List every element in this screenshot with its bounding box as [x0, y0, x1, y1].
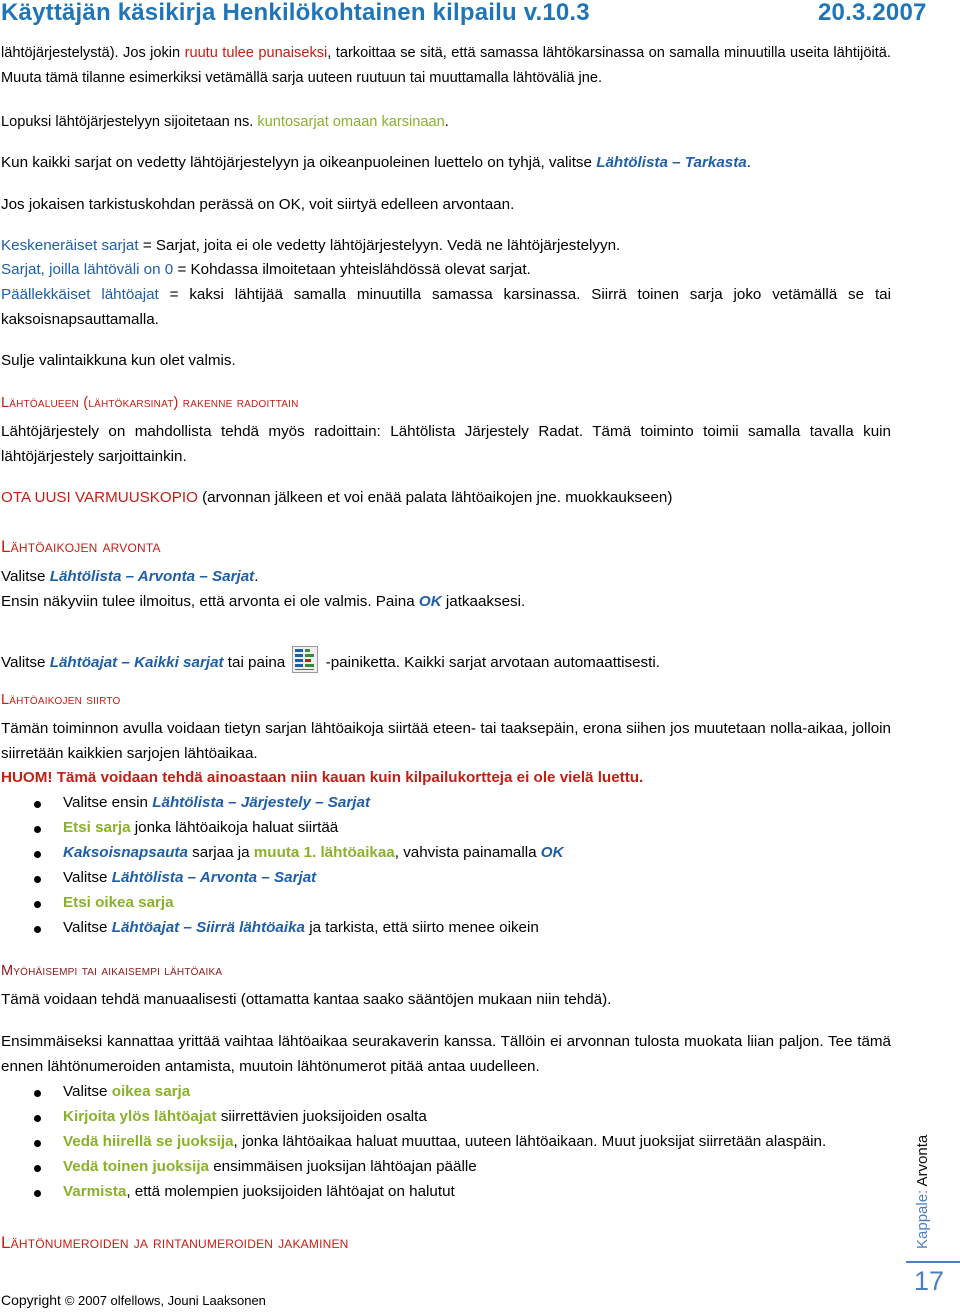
later-earlier-steps-list: [0, 1080, 826, 1205]
paragraph-check: Kun kaikki sarjat on vedetty lähtöjärjestelyyn ja oikeanpuoleinen luettelo on tyhjä, valitse Lähtölista – Tarkasta.: [1, 154, 751, 171]
copyright-footer: Copyright © 2007 olfellows, Jouni Laaksonen: [1, 1292, 266, 1308]
section-transfer-text: Tämän toiminnon avulla voidaan tietyn sarjan lähtöaikoja siirtää eteen- tai taaksepäin, erona siihen jos muutetaan nolla-aikaa, jolloin siirretään kaikkien sarjojen lähtöaikaa.: [1, 720, 891, 762]
section-later-earlier-text1: Tämä voidaan tehdä manuaalisesti (ottamatta kantaa saako sääntöjen mukaan niin tehdä).: [1, 991, 612, 1008]
document-title: Käyttäjän käsikirja Henkilökohtainen kilpailu v.10.3: [1, 0, 590, 26]
draw-step-1: Valitse Lähtölista – Arvonta – Sarjat.: [1, 568, 259, 585]
list-item: Valitse ensin Lähtölista – Järjestely – Sarjat: [0, 791, 564, 816]
paragraph-red-cell: lähtöjärjestelystä). Jos jokin ruutu tulee punaiseksi, tarkoittaa se sitä, että samassa lähtökarsinassa on samalla minuutilla useita lähtijöitä. Muuta tämä tilanne esimerkiksi vetämällä sarja uuteen ruutuun tai muuttamalla lähtöväliä jne.: [1, 45, 891, 86]
section-start-area-text: Lähtöjärjestely on mahdollista tehdä myös radoittain: Lähtölista Järjestely Radat. Tämä toiminto toimii samalla tavalla kuin lähtöjärjestely sarjoittainkin.: [1, 423, 891, 465]
draw-step-3: Valitse Lähtöajat – Kaikki sarjat tai paina -painiketta. Kaikki sarjat arvotaan automaattisesti.: [1, 646, 891, 676]
paragraph-close: Sulje valintaikkuna kun olet valmis.: [1, 352, 236, 369]
section-heading-transfer: Lähtöaikojen siirto: [1, 692, 121, 708]
section-later-earlier-text2: Ensimmäiseksi kannattaa yrittää vaihtaa lähtöaikaa seurakaverin kanssa. Tällöin ei arvonnan tulosta muokata liian paljon. Tee tämä ennen lähtönumeroiden antamista, muutoin lähtönumerot pitää antaa uudelleen.: [1, 1033, 891, 1075]
list-item: Kaksoisnapsauta sarjaa ja muuta 1. lähtöaikaa, vahvista painamalla OK: [0, 841, 564, 866]
list-item: Valitse Lähtölista – Arvonta – Sarjat: [0, 866, 564, 891]
paragraph-unfinished: Keskeneräiset sarjat = Sarjat, joita ei ole vedetty lähtöjärjestelyyn. Vedä ne lähtöjärjestelyyn.: [1, 237, 621, 254]
section-heading-start-area: Lähtöalueen (lähtökarsinat) rakenne radoittain: [1, 395, 299, 411]
paragraph-interval-zero: Sarjat, joilla lähtöväli on 0 = Kohdassa ilmoitetaan yhteislähdössä olevat sarjat.: [1, 261, 531, 278]
page-header: [0, 0, 960, 30]
section-heading-numbers: Lähtönumeroiden ja rintanumeroiden jakaminen: [1, 1233, 349, 1252]
list-item: Kirjoita ylös lähtöajat siirrettävien juoksijoiden osalta: [0, 1105, 826, 1130]
draw-all-classes-icon[interactable]: [292, 646, 318, 673]
backup-notice: OTA UUSI VARMUUSKOPIO (arvonnan jälkeen et voi enää palata lähtöaikojen jne. muokkaukseen): [1, 489, 673, 506]
list-item: Valitse Lähtöajat – Siirrä lähtöaika ja tarkista, että siirto menee oikein: [0, 916, 564, 941]
list-item: Vedä hiirellä se juoksija, jonka lähtöaikaa haluat muuttaa, uuteen lähtöaikaan. Muut juoksijat siirretään alaspäin.: [0, 1130, 826, 1155]
list-item: Vedä toinen juoksija ensimmäisen juoksijan lähtöajan päälle: [0, 1155, 826, 1180]
side-divider: [906, 1261, 960, 1263]
section-heading-draw: Lähtöaikojen arvonta: [1, 537, 161, 556]
list-item: Etsi oikea sarja: [0, 891, 564, 916]
document-date: 20.3.2007: [818, 0, 927, 26]
list-item: Valitse oikea sarja: [0, 1080, 826, 1105]
draw-step-2: Ensin näkyviin tulee ilmoitus, että arvonta ei ole valmis. Paina OK jatkaaksesi.: [1, 593, 526, 610]
paragraph-fitness-classes: Lopuksi lähtöjärjestelyyn sijoitetaan ns. kuntosarjat omaan karsinaan.: [1, 114, 449, 130]
list-item: Varmista, että molempien juoksijoiden lähtöajat on halutut: [0, 1180, 826, 1205]
transfer-steps-list: [0, 791, 564, 942]
section-heading-later-earlier: Myöhäisempi tai aikaisempi lähtöaika: [1, 963, 223, 979]
page-number: 17: [914, 1266, 945, 1296]
list-item: Etsi sarja jonka lähtöaikoja haluat siirtää: [0, 816, 564, 841]
chapter-side-label: Kappale: Arvonta: [914, 1134, 931, 1249]
transfer-warning: HUOM! Tämä voidaan tehdä ainoastaan niin kauan kuin kilpailukortteja ei ole vielä luettu.: [1, 769, 644, 786]
paragraph-ok: Jos jokaisen tarkistuskohdan perässä on OK, voit siirtyä edelleen arvontaan.: [1, 196, 515, 213]
paragraph-overlapping: Päällekkäiset lähtöajat = kaksi lähtijää samalla minuutilla samassa karsinassa. Siirrä toinen sarja joko vetämällä se tai kaksoisnapsauttamalla.: [1, 286, 891, 328]
